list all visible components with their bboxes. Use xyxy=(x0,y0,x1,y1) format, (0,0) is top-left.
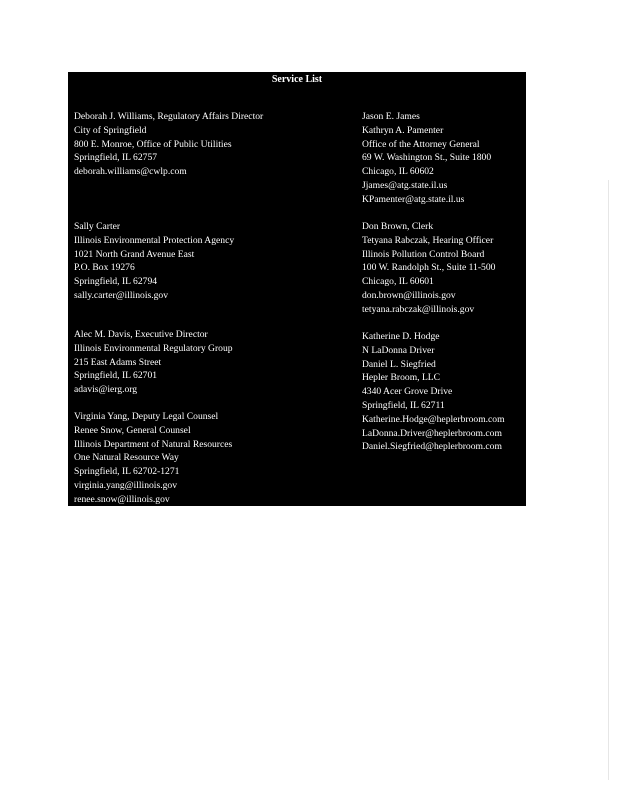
entry-line: Hepler Broom, LLC xyxy=(362,372,441,384)
entry-line: City of Springfield xyxy=(74,124,147,136)
entry-email: sally.carter@illinois.gov xyxy=(74,289,169,301)
entry-line: Don Brown, Clerk xyxy=(362,221,434,232)
entry-line: 4340 Acer Grove Drive xyxy=(362,386,453,398)
entry-line: Alec M. Davis, Executive Director xyxy=(74,329,208,340)
entry-email: Daniel.Siegfried@heplerbroom.com xyxy=(362,441,502,453)
entry-line: One Natural Resource Way xyxy=(74,452,179,464)
entry-line: Springfield, IL 62757 xyxy=(74,152,158,164)
entry-line: Chicago, IL 60601 xyxy=(362,276,434,288)
entry-line: 215 East Adams Street xyxy=(74,356,162,368)
entry-email: Katherine.Hodge@heplerbroom.com xyxy=(362,413,505,425)
service-entry-williams xyxy=(74,110,263,179)
entry-line: 69 W. Washington St., Suite 1800 xyxy=(362,152,492,164)
entry-line: Springfield, IL 62701 xyxy=(74,370,158,382)
service-list-box xyxy=(68,72,526,506)
entry-line: P.O. Box 19276 xyxy=(74,262,135,274)
entry-line: 1021 North Grand Avenue East xyxy=(74,248,195,260)
entry-email: don.brown@illinois.gov xyxy=(362,289,456,301)
entry-line: 800 E. Monroe, Office of Public Utilities xyxy=(74,138,232,150)
entry-line: Office of the Attorney General xyxy=(362,138,480,150)
entry-line: Tetyana Rabczak, Hearing Officer xyxy=(362,234,494,246)
service-entry-yang-snow xyxy=(74,410,232,507)
service-list-title: Service List xyxy=(271,74,323,85)
entry-line: 100 W. Randolph St., Suite 11-500 xyxy=(362,262,496,274)
service-entry-davis xyxy=(74,328,233,397)
entry-line: Deborah J. Williams, Regulatory Affairs Director xyxy=(74,111,264,122)
entry-line: Illinois Pollution Control Board xyxy=(362,248,485,260)
entry-line: Kathryn A. Pamenter xyxy=(362,124,444,136)
service-entry-carter xyxy=(74,220,234,303)
entry-email: deborah.williams@cwlp.com xyxy=(74,166,187,178)
entry-line: N LaDonna Driver xyxy=(362,344,435,356)
service-entry-hodge-driver-siegfried xyxy=(362,330,505,454)
entry-email: KPamenter@atg.state.il.us xyxy=(362,193,465,205)
entry-line: Daniel L. Siegfried xyxy=(362,358,436,370)
entry-email: LaDonna.Driver@heplerbroom.com xyxy=(362,427,502,439)
service-entry-james-pamenter xyxy=(362,110,491,207)
entry-line: Chicago, IL 60602 xyxy=(362,166,434,178)
entry-line: Jason E. James xyxy=(362,111,420,122)
entry-line: Springfield, IL 62702-1271 xyxy=(74,466,180,478)
scan-edge-line xyxy=(608,180,609,780)
entry-email: adavis@ierg.org xyxy=(74,384,138,396)
entry-line: Springfield, IL 62711 xyxy=(362,399,445,411)
entry-line: Katherine D. Hodge xyxy=(362,331,440,342)
entry-line: Sally Carter xyxy=(74,221,121,232)
entry-email: virginia.yang@illinois.gov xyxy=(74,479,177,491)
entry-line: Virginia Yang, Deputy Legal Counsel xyxy=(74,411,219,422)
entry-line: Illinois Department of Natural Resources xyxy=(74,438,233,450)
entry-line: Springfield, IL 62794 xyxy=(74,276,158,288)
entry-line: Illinois Environmental Protection Agency xyxy=(74,234,235,246)
entry-line: Illinois Environmental Regulatory Group xyxy=(74,342,233,354)
service-entry-brown-rabczak xyxy=(362,220,495,317)
entry-line: Renee Snow, General Counsel xyxy=(74,424,191,436)
entry-email: Jjames@atg.state.il.us xyxy=(362,179,448,191)
entry-email: tetyana.rabczak@illinois.gov xyxy=(362,303,475,315)
entry-email: renee.snow@illinois.gov xyxy=(74,493,170,505)
